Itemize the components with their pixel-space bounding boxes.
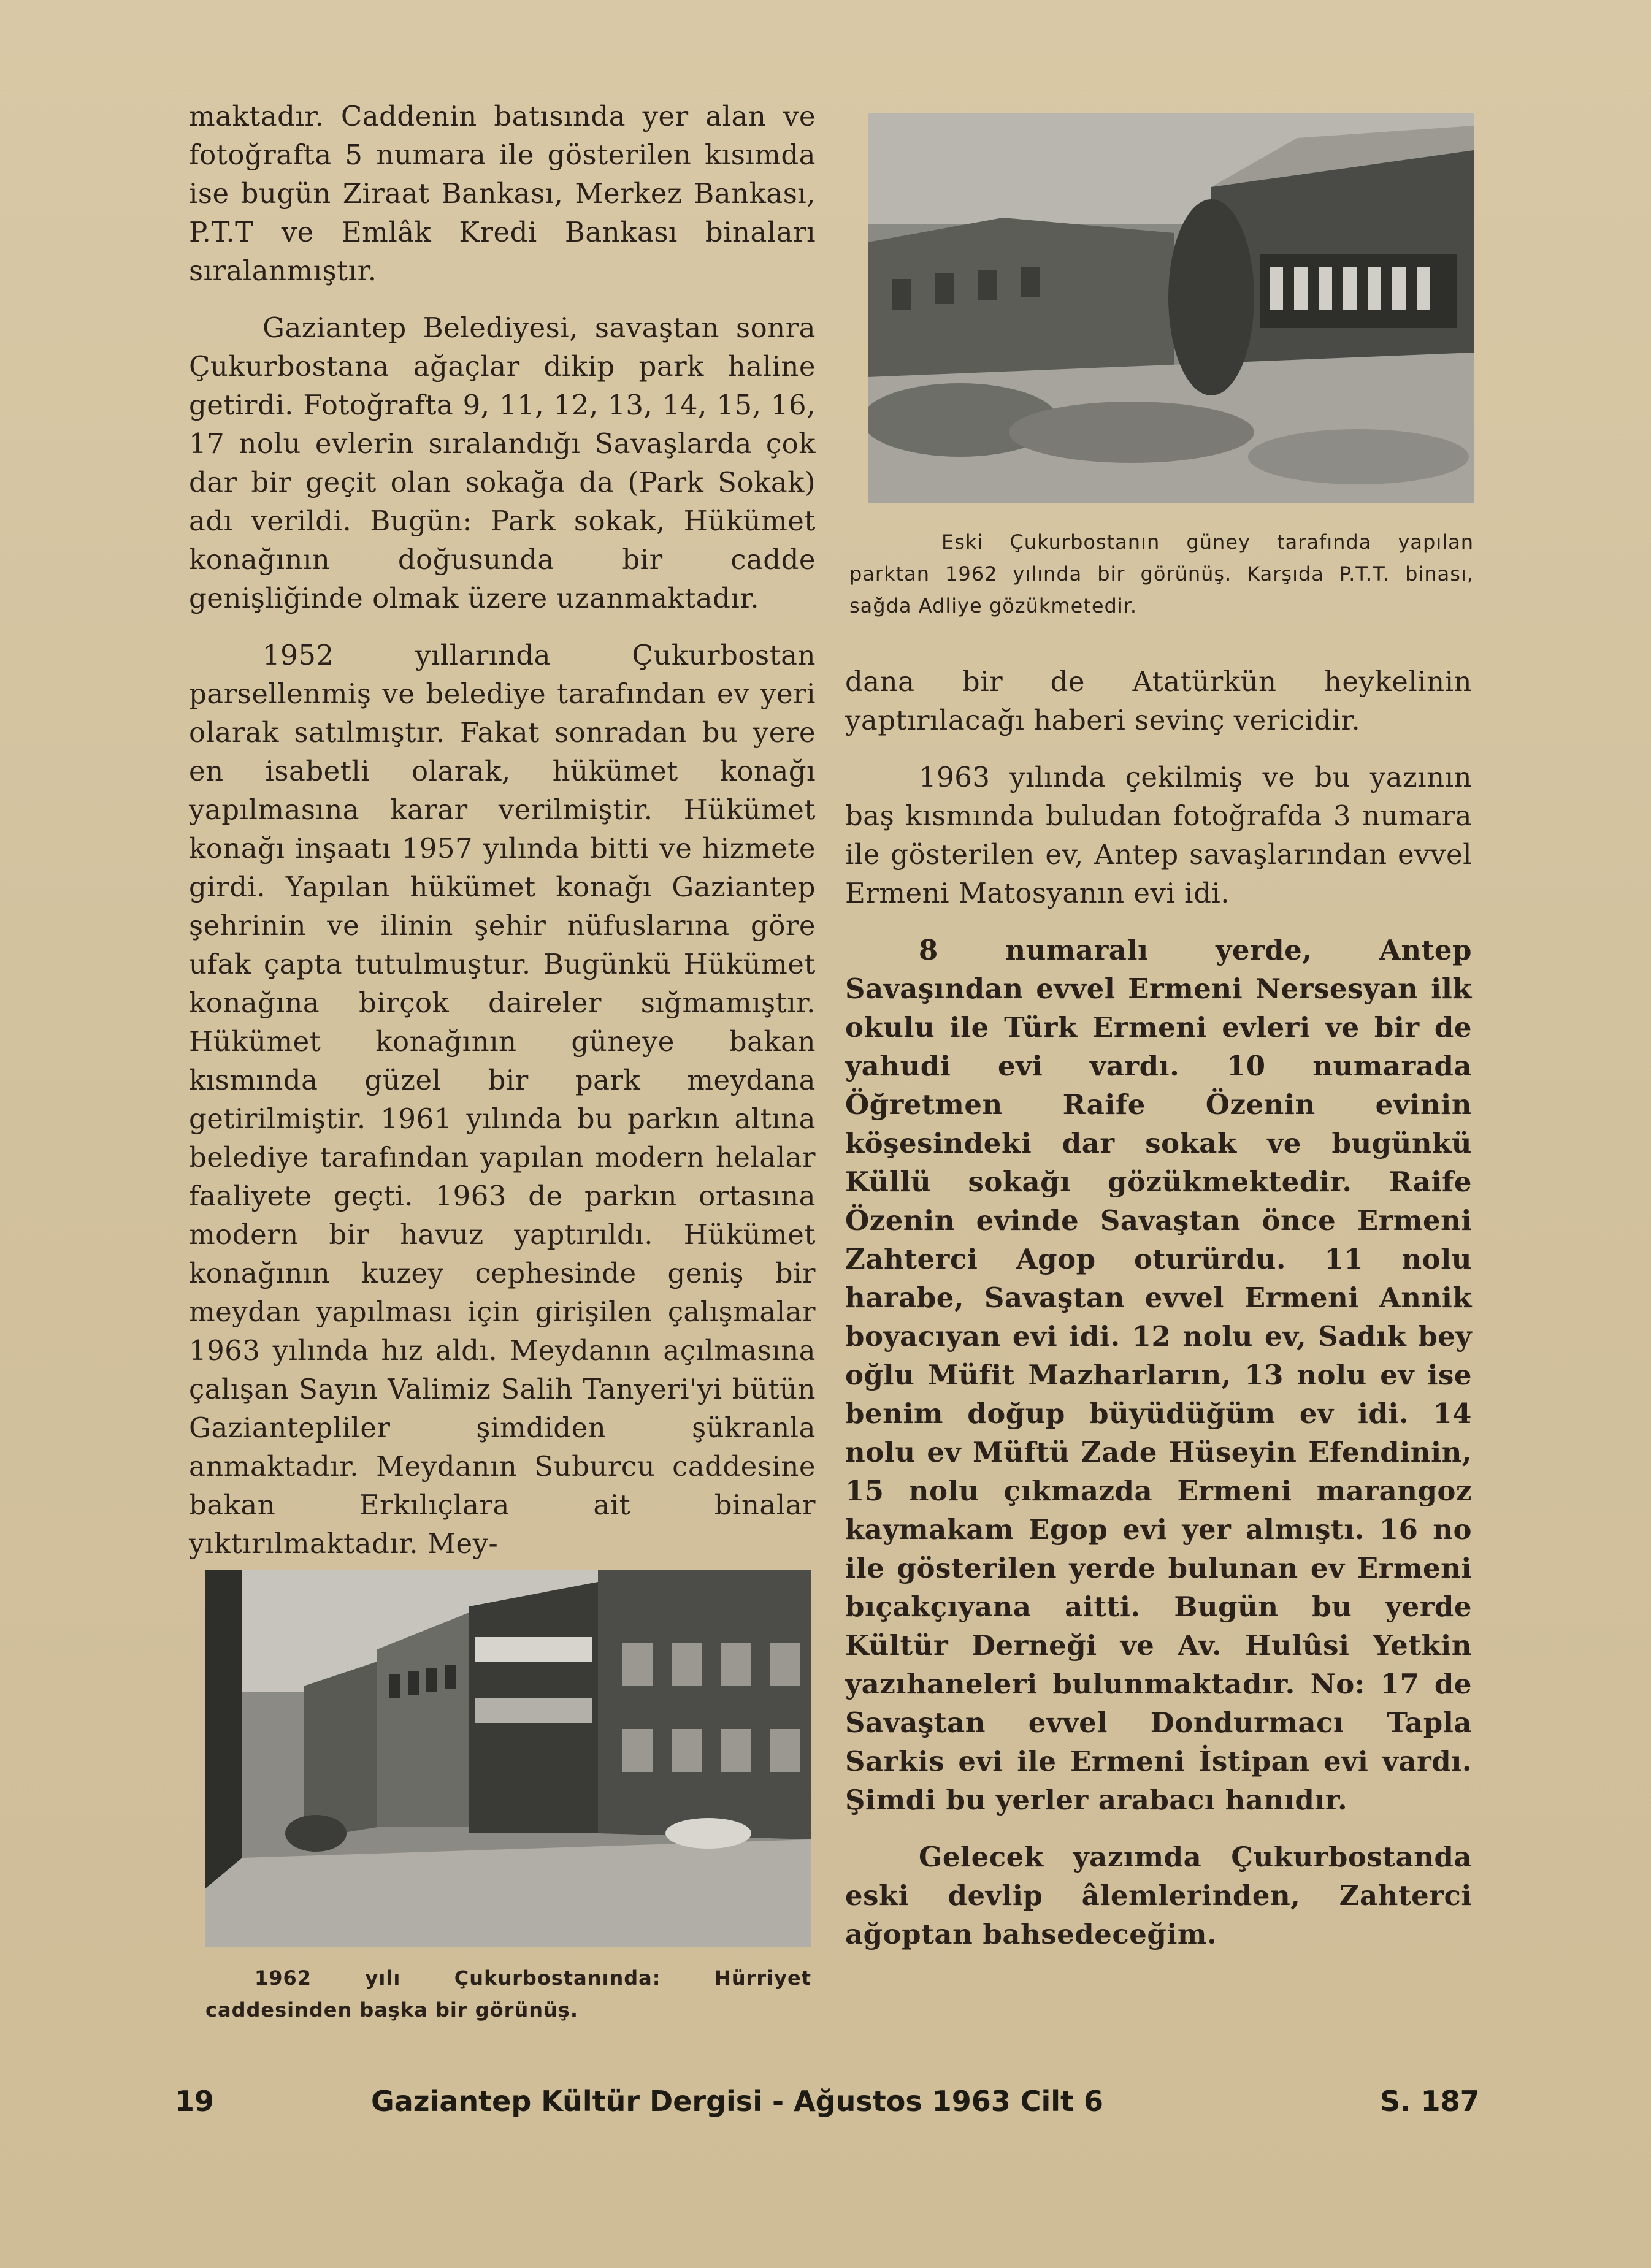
right-column	[845, 662, 1472, 1972]
page-footer	[175, 2085, 1480, 2128]
paragraph: 1952 yıllarında Çukurbostan parsellenmiş ve belediye tarafından ev yeri olarak satılmıştır. Fakat sonradan bu yere en isabetli olarak, hükümet konağı yapılmasına karar verilmiştir. Hükümet konağı inşaatı 1957 yılında bitti ve hizmete girdi. Yapılan hükümet konağı Gaziantep şehrinin ve ilinin şehir nüfuslarına göre ufak çapta tutulmuştur. Bugünkü Hükümet konağına birçok daireler sığmamıştır. Hükümet konağının güneye bakan kısmında güzel bir park meydana getirilmiştir. 1961 yılında bu parkın altına belediye tarafından yapılan modern helalar faaliyete geçti. 1963 de parkın ortasına modern bir havuz yaptırıldı. Hükümet konağının kuzey cephesinde geniş bir meydan yapılması için girişilen çalışmalar 1963 yılında hız aldı. Meydanın açılmasına çalışan Sayın Valimiz Salih Tanyeri'yi bütün Gaziantepliler şimdiden şükranla anmaktadır. Meydanın Suburcu caddesine bakan Erkılıçlara ait binalar yıktırılmaktadır. Mey-	[189, 639, 816, 1560]
left-column	[189, 97, 816, 1581]
paragraph: Gelecek yazımda Çukurbostanda eski devlip âlemlerinden, Zahterci ağoptan bahsedeceğim.	[845, 1841, 1472, 1950]
photo-hurriyet-street	[205, 1570, 811, 1947]
page-number: 19	[175, 2085, 215, 2118]
paragraph: Gaziantep Belediyesi, savaştan sonra Çukurbostana ağaçlar dikip park haline getirdi. Fotoğrafta 9, 11, 12, 13, 14, 15, 16, 17 nolu evlerin sıralandığı Savaşlarda çok dar bir geçit olan sokağa da (Park Sokak) adı verildi. Bugün: Park sokak, Hükümet konağının doğusunda bir cadde genişliğinde olmak üzere uzanmaktadır.	[189, 311, 816, 614]
paragraph: 8 numaralı yerde, Antep Savaşından evvel Ermeni Nersesyan ilk okulu ile Türk Ermeni evleri ve bir de yahudi evi vardı. 10 numarada Öğretmen Raife Özenin evinin köşesindeki dar sokak ve bugünkü Küllü sokağı gözükmektedir. Raife Özenin evinde Savaştan önce Ermeni Zahterci Agop oturürdu. 11 nolu harabe, Savaştan evvel Ermeni Annik boyacıyan evi idi. 12 nolu ev, Sadık bey oğlu Müfit Mazharların, 13 nolu ev ise benim doğup büyüdüğüm ev idi. 14 nolu ev Müftü Zade Hüseyin Efendinin, 15 nolu çıkmazda Ermeni marangoz kaymakam Egop evi yer almıştı. 16 no ile gösterilen yerde bulunan ev Ermeni bıçakçıyana aitti. Bugün bu yerde Kültür Derneği ve Av. Hulûsi Yetkin yazıhaneleri bulunmaktadır. No: 17 de Savaştan evvel Dondurmacı Tapla Sarkis evi ile Ermeni İstipan evi vardı. Şimdi bu yerler arabacı hanıdır.	[845, 934, 1472, 1816]
photo-caption-bottom: 1962 yılı Çukurbostanında: Hürriyet caddesinden başka bir görünüş.	[205, 1966, 811, 2022]
photo-park-ptt-building	[868, 113, 1474, 503]
paragraph: dana bir de Atatürkün heykelinin yaptırılacağı haberi sevinç vericidir.	[845, 665, 1472, 736]
paragraph: 1963 yılında çekilmiş ve bu yazının baş kısmında buludan fotoğrafda 3 numara ile gösterilen ev, Antep savaşlarından evvel Ermeni Matosyanın evi idi.	[845, 761, 1472, 909]
issue-number: S. 187	[1380, 2085, 1480, 2118]
journal-info: Gaziantep Kültür Dergisi - Ağustos 1963 Cilt 6	[371, 2085, 1104, 2118]
photo-caption-top: Eski Çukurbostanın güney tarafında yapılan parktan 1962 yılında bir görünüş. Karşıda P.T.T. binası, sağda Adliye gözükmetedir.	[849, 530, 1474, 617]
paragraph: maktadır. Caddenin batısında yer alan ve fotoğrafta 5 numara ile gösterilen kısımda ise bugün Ziraat Bankası, Merkez Bankası, P.T.T ve Emlâk Kredi Bankası binaları sıralanmıştır.	[189, 100, 816, 287]
